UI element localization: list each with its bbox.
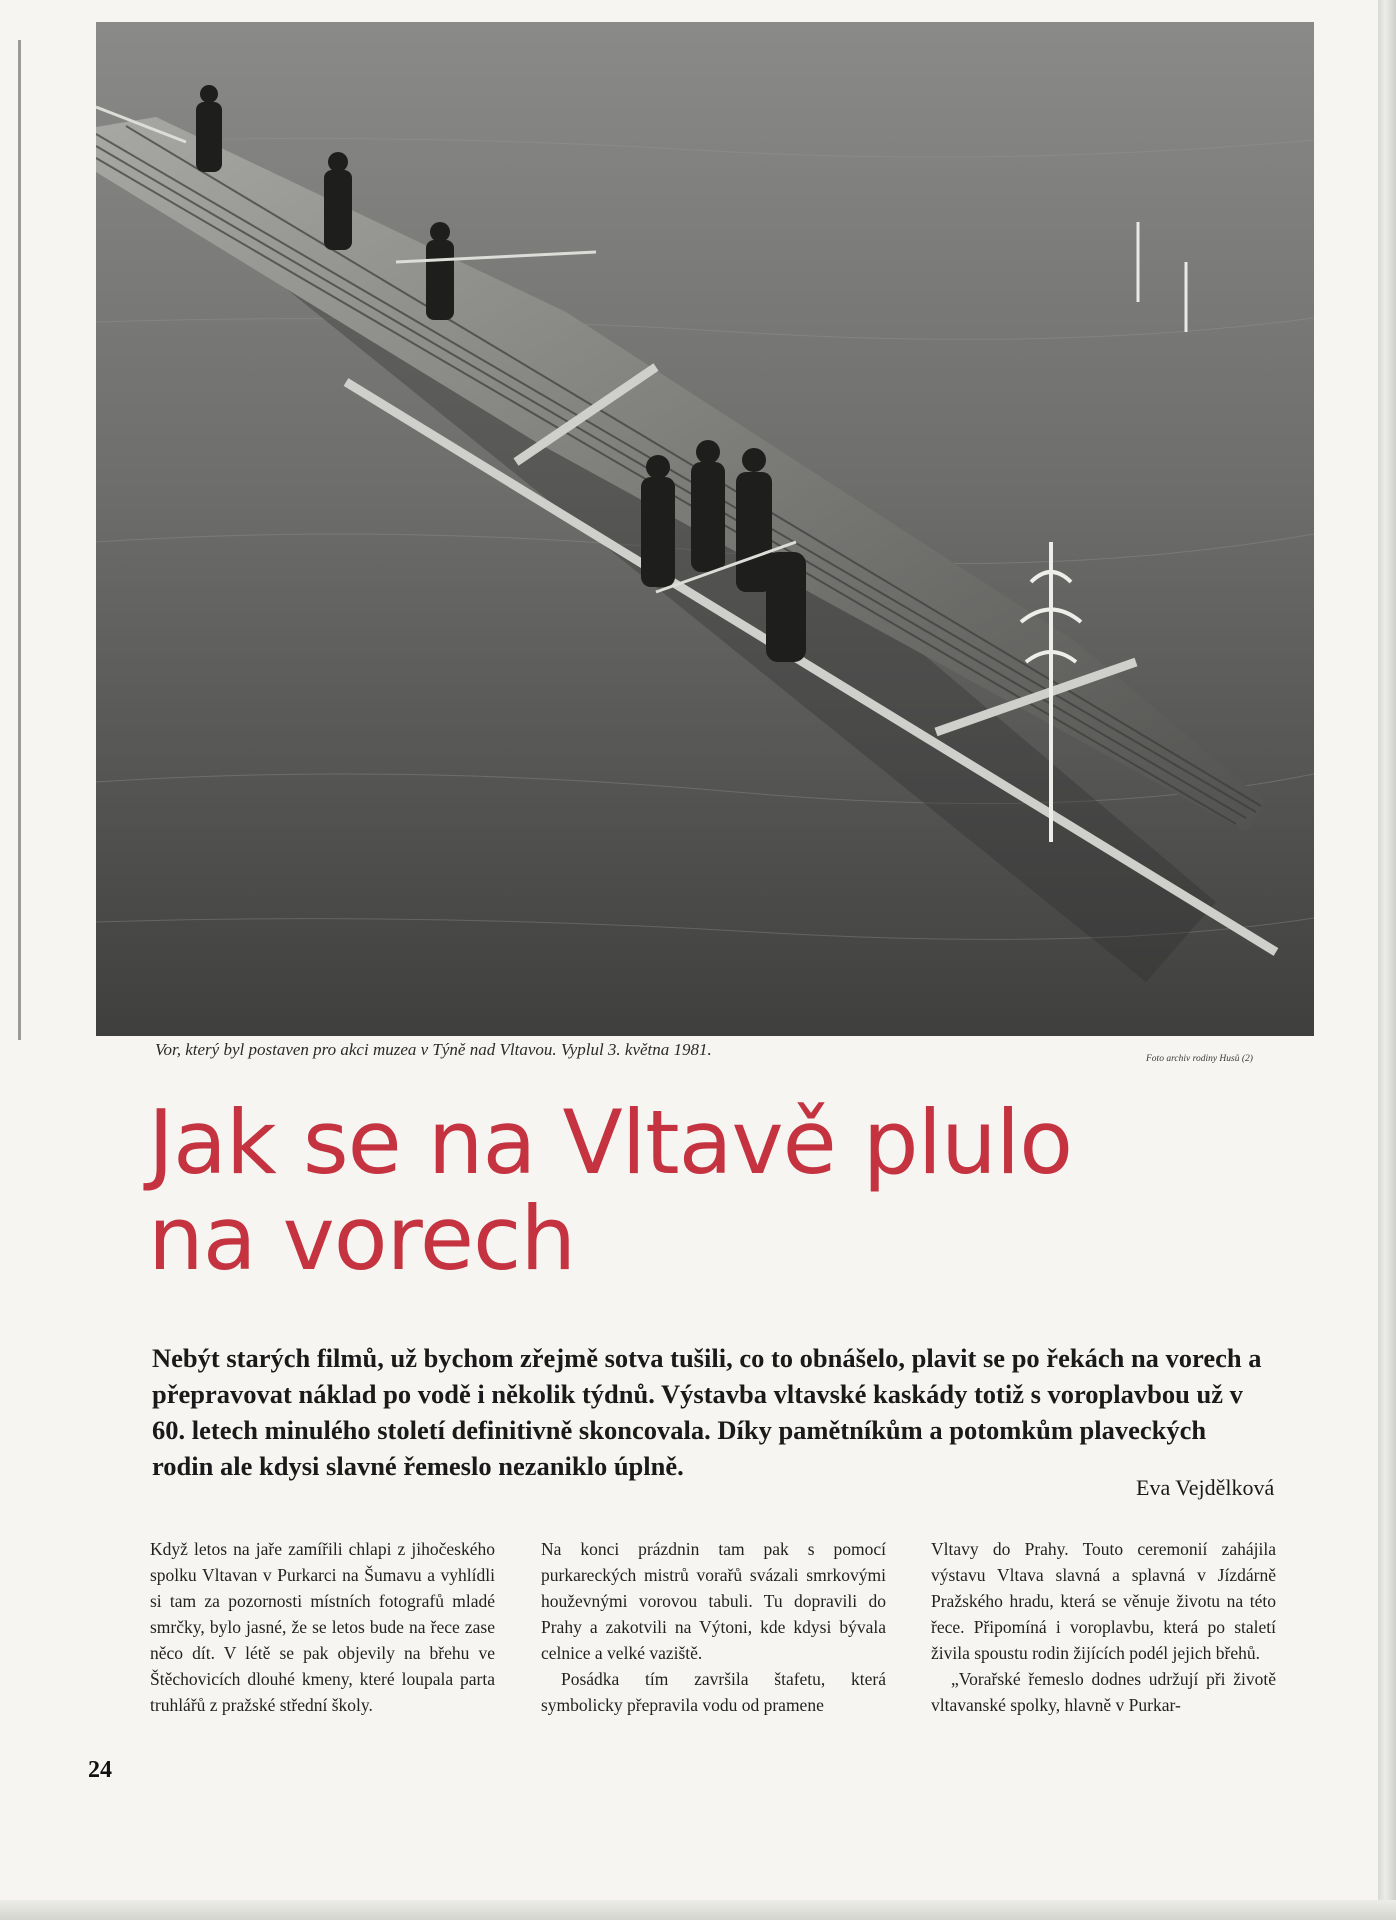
photo-credit: Foto archiv rodiny Husů (2)	[1146, 1054, 1253, 1064]
page-number: 24	[88, 1757, 112, 1783]
body-paragraph: Vltavy do Prahy. Touto ceremonií zahájila výstavu Vltava slavná a splavná v Jízdárně Pražského hradu, která se věnuje životu na této řece. Připomíná i voroplavbu, která po staletí živila spoustu rodin žijících podél jejich břehů.	[931, 1539, 1276, 1663]
body-column-3	[931, 1536, 1276, 1718]
body-column-2	[541, 1536, 886, 1718]
page-edge-right	[1378, 0, 1396, 1920]
body-paragraph: Posádka tím završila štafetu, která symbolicky přepravila vodu od pramene	[541, 1669, 886, 1715]
body-paragraph: Když letos na jaře zamířili chlapi z jihočeského spolku Vltavan v Purkarci na Šumavu a vyhlídli si tam za pozornosti místních fotografů mladé smrčky, bylo jasné, že se letos bude na řece zase něco dít. V létě se pak objevily na břehu ve Štěchovicích dlouhé kmeny, které loupala parta truhlářů z pražské střední školy.	[150, 1539, 495, 1715]
headline-line-1: Jak se na Vltavě plulo	[148, 1091, 1073, 1194]
page-edge-bottom	[0, 1900, 1396, 1920]
headline-line-2: na vorech	[148, 1187, 576, 1290]
article-lead: Nebýt starých filmů, už bychom zřejmě sotva tušili, co to obnášelo, plavit se po řekách na vorech a přepravovat náklad po vodě i několik týdnů. Výstavba vltavské kaskády totiž s voroplavbou už v 60. letech minulého století definitivně skoncovala. Díky pamětníkům a potomkům plaveckých rodin ale kdysi slavné řemeslo nezaniklo úplně.	[152, 1343, 1262, 1481]
article-headline	[148, 1091, 1298, 1290]
body-paragraph: „Vorařské řemeslo dodnes udržují při životě vltavanské spolky, hlavně v Purkar-	[931, 1669, 1276, 1715]
page-spine-line	[18, 40, 21, 1040]
log-raft-photo	[96, 22, 1314, 1036]
log-raft-photo-icon	[96, 22, 1314, 1036]
photo-caption: Vor, který byl postaven pro akci muzea v Týně nad Vltavou. Vyplul 3. května 1981.	[155, 1040, 712, 1059]
article-author: Eva Vejdělková	[1136, 1475, 1275, 1500]
body-paragraph: Na konci prázdnin tam pak s pomocí purkareckých mistrů vorařů svázali smrkovými houževnými vorovou tabuli. Tu dopravili do Prahy a zakotvili na Výtoni, kde kdysi bývala celnice a velké vaziště.	[541, 1539, 886, 1663]
body-column-1	[150, 1536, 495, 1718]
